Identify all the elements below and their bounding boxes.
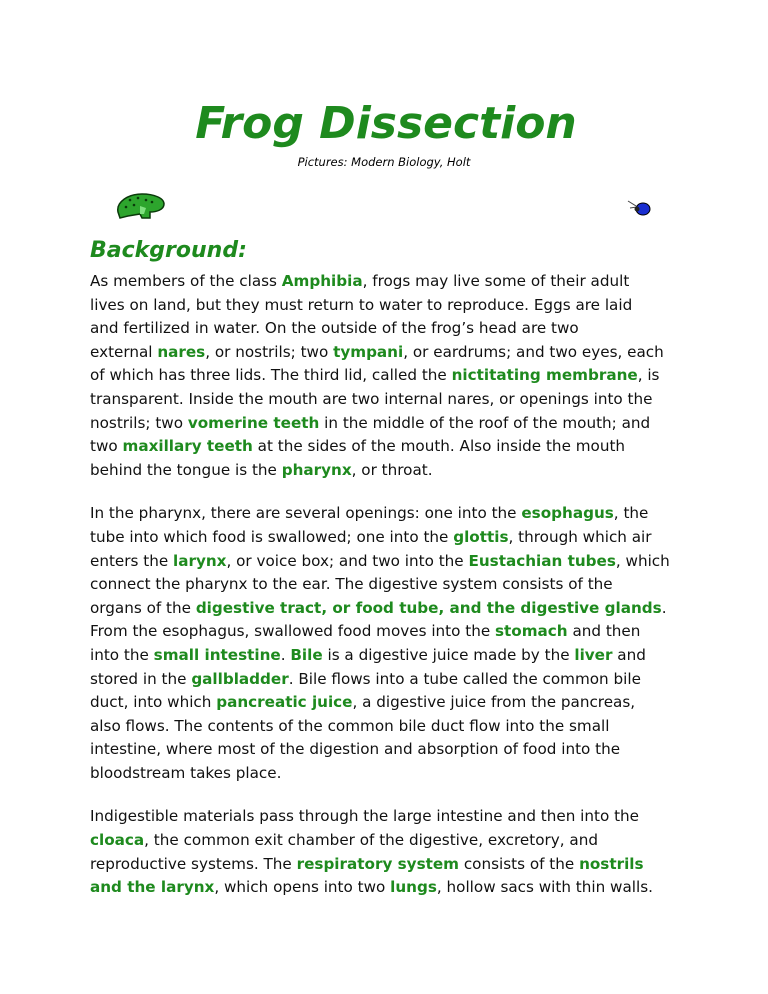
frog-icon <box>114 190 168 222</box>
text-segment: In the pharynx, there are several openings: one into the <box>90 504 522 523</box>
paragraph <box>90 502 690 785</box>
text-segment: and then <box>567 622 641 641</box>
text-segment: , a digestive juice from the pancreas, <box>352 693 636 712</box>
text-segment: , or voice box; and two into the <box>226 551 469 570</box>
paragraph <box>90 270 690 482</box>
text-segment: , frogs may live some of their adult <box>362 272 630 290</box>
text-segment: Indigestible materials pass through the large intestine and then into the <box>90 807 640 826</box>
text-segment: tube into which food is swallowed; one into the <box>90 527 454 546</box>
highlighted-term: and the larynx <box>90 878 215 897</box>
text-segment: , or throat. <box>351 460 433 479</box>
text-line <box>90 805 690 829</box>
text-line <box>90 435 690 459</box>
highlighted-term: liver <box>574 645 613 664</box>
text-segment: transparent. Inside the mouth are two internal nares, or openings into the <box>90 389 653 408</box>
text-segment: intestine, where most of the digestion and absorption of food into the <box>90 740 621 759</box>
text-line <box>90 715 690 739</box>
highlighted-term: maxillary teeth <box>122 437 253 456</box>
text-segment: . Bile flows into a tube called the common bile <box>288 669 641 688</box>
highlighted-term: cloaca <box>90 831 145 850</box>
text-line <box>90 597 690 621</box>
highlighted-term: nostrils <box>579 854 644 873</box>
text-segment: As members of the class <box>90 272 282 290</box>
highlighted-term: glottis <box>453 527 509 546</box>
highlighted-term: stomach <box>495 622 568 641</box>
text-line <box>90 526 690 550</box>
highlighted-term: respiratory system <box>296 854 459 873</box>
highlighted-term: Eustachian tubes <box>468 551 616 570</box>
text-segment: external <box>90 342 158 361</box>
text-line <box>90 550 690 574</box>
text-segment: organs of the <box>90 598 196 617</box>
text-segment: From the esophagus, swallowed food moves into the <box>90 622 495 641</box>
highlighted-term: Amphibia <box>281 272 363 290</box>
section-heading-background: Background: <box>90 238 247 263</box>
highlighted-term: larynx <box>173 551 227 570</box>
bug-icon <box>626 198 652 218</box>
text-segment: , or nostrils; two <box>205 342 334 361</box>
text-segment: of which has three lids. The third lid, called the <box>90 366 452 385</box>
text-segment: reproductive systems. The <box>90 854 297 873</box>
text-line <box>90 853 690 877</box>
highlighted-term: esophagus <box>521 504 614 523</box>
highlighted-term: nictitating membrane <box>451 366 638 385</box>
highlighted-term: tympani <box>333 342 404 361</box>
highlighted-term: lungs <box>390 878 437 897</box>
paragraph-gap <box>90 785 690 805</box>
text-line <box>90 317 690 341</box>
text-segment: enters the <box>90 551 174 570</box>
text-segment: , is <box>637 366 660 385</box>
text-segment: , through which air <box>508 527 652 546</box>
text-line <box>90 644 690 668</box>
text-segment: and <box>612 645 646 664</box>
picture-credit: Pictures: Modern Biology, Holt <box>297 155 471 169</box>
text-segment: nostrils; two <box>90 413 188 432</box>
text-line <box>90 620 690 644</box>
text-line <box>90 294 690 318</box>
text-line <box>90 762 690 786</box>
text-segment: . <box>661 598 667 617</box>
text-segment: duct, into which <box>90 693 217 712</box>
text-segment: into the <box>90 645 154 664</box>
paragraph-gap <box>90 482 690 502</box>
paragraph <box>90 805 690 899</box>
text-segment: two <box>90 437 123 456</box>
text-segment: lives on land, but they must return to water to reproduce. Eggs are laid <box>90 295 633 314</box>
text-line <box>90 502 690 526</box>
text-segment: stored in the <box>90 669 192 688</box>
highlighted-term: vomerine teeth <box>187 413 320 432</box>
text-line <box>90 876 690 900</box>
highlighted-term: pancreatic juice <box>216 693 353 712</box>
text-segment: , or eardrums; and two eyes, each <box>403 342 664 361</box>
text-line <box>90 668 690 692</box>
text-line <box>90 341 690 365</box>
text-segment: and fertilized in water. On the outside of the frog’s head are two <box>90 319 579 338</box>
highlighted-term: Bile <box>290 645 323 664</box>
highlighted-term: pharynx <box>281 460 352 479</box>
text-line <box>90 364 690 388</box>
text-segment: , hollow sacs with thin walls. <box>436 878 653 897</box>
text-segment: , the <box>613 504 649 523</box>
text-line <box>90 388 690 412</box>
text-segment: behind the tongue is the <box>90 460 282 479</box>
text-segment: connect the pharynx to the ear. The digestive system consists of the <box>90 575 613 594</box>
body-text <box>90 270 690 900</box>
highlighted-term: nares <box>157 342 206 361</box>
text-line <box>90 738 690 762</box>
highlighted-term: gallbladder <box>191 669 289 688</box>
text-segment: , which <box>615 551 670 570</box>
highlighted-term: digestive tract, or food tube, and the digestive glands <box>195 598 662 617</box>
text-segment: in the middle of the roof of the mouth; and <box>319 413 651 432</box>
text-segment: at the sides of the mouth. Also inside the mouth <box>252 437 626 456</box>
text-segment: also flows. The contents of the common bile duct flow into the small <box>90 716 610 735</box>
text-line <box>90 412 690 436</box>
highlighted-term: small intestine <box>153 645 281 664</box>
text-line <box>90 270 690 294</box>
text-segment: , the common exit chamber of the digestive, excretory, and <box>144 831 598 850</box>
page-title: Frog Dissection <box>195 98 577 149</box>
text-segment: , which opens into two <box>214 878 391 897</box>
text-segment: is a digestive juice made by the <box>322 645 575 664</box>
text-line <box>90 829 690 853</box>
text-line <box>90 691 690 715</box>
text-segment: consists of the <box>459 854 580 873</box>
text-line <box>90 459 690 483</box>
text-line <box>90 573 690 597</box>
text-segment: . <box>280 645 291 664</box>
text-segment: bloodstream takes place. <box>90 763 282 782</box>
